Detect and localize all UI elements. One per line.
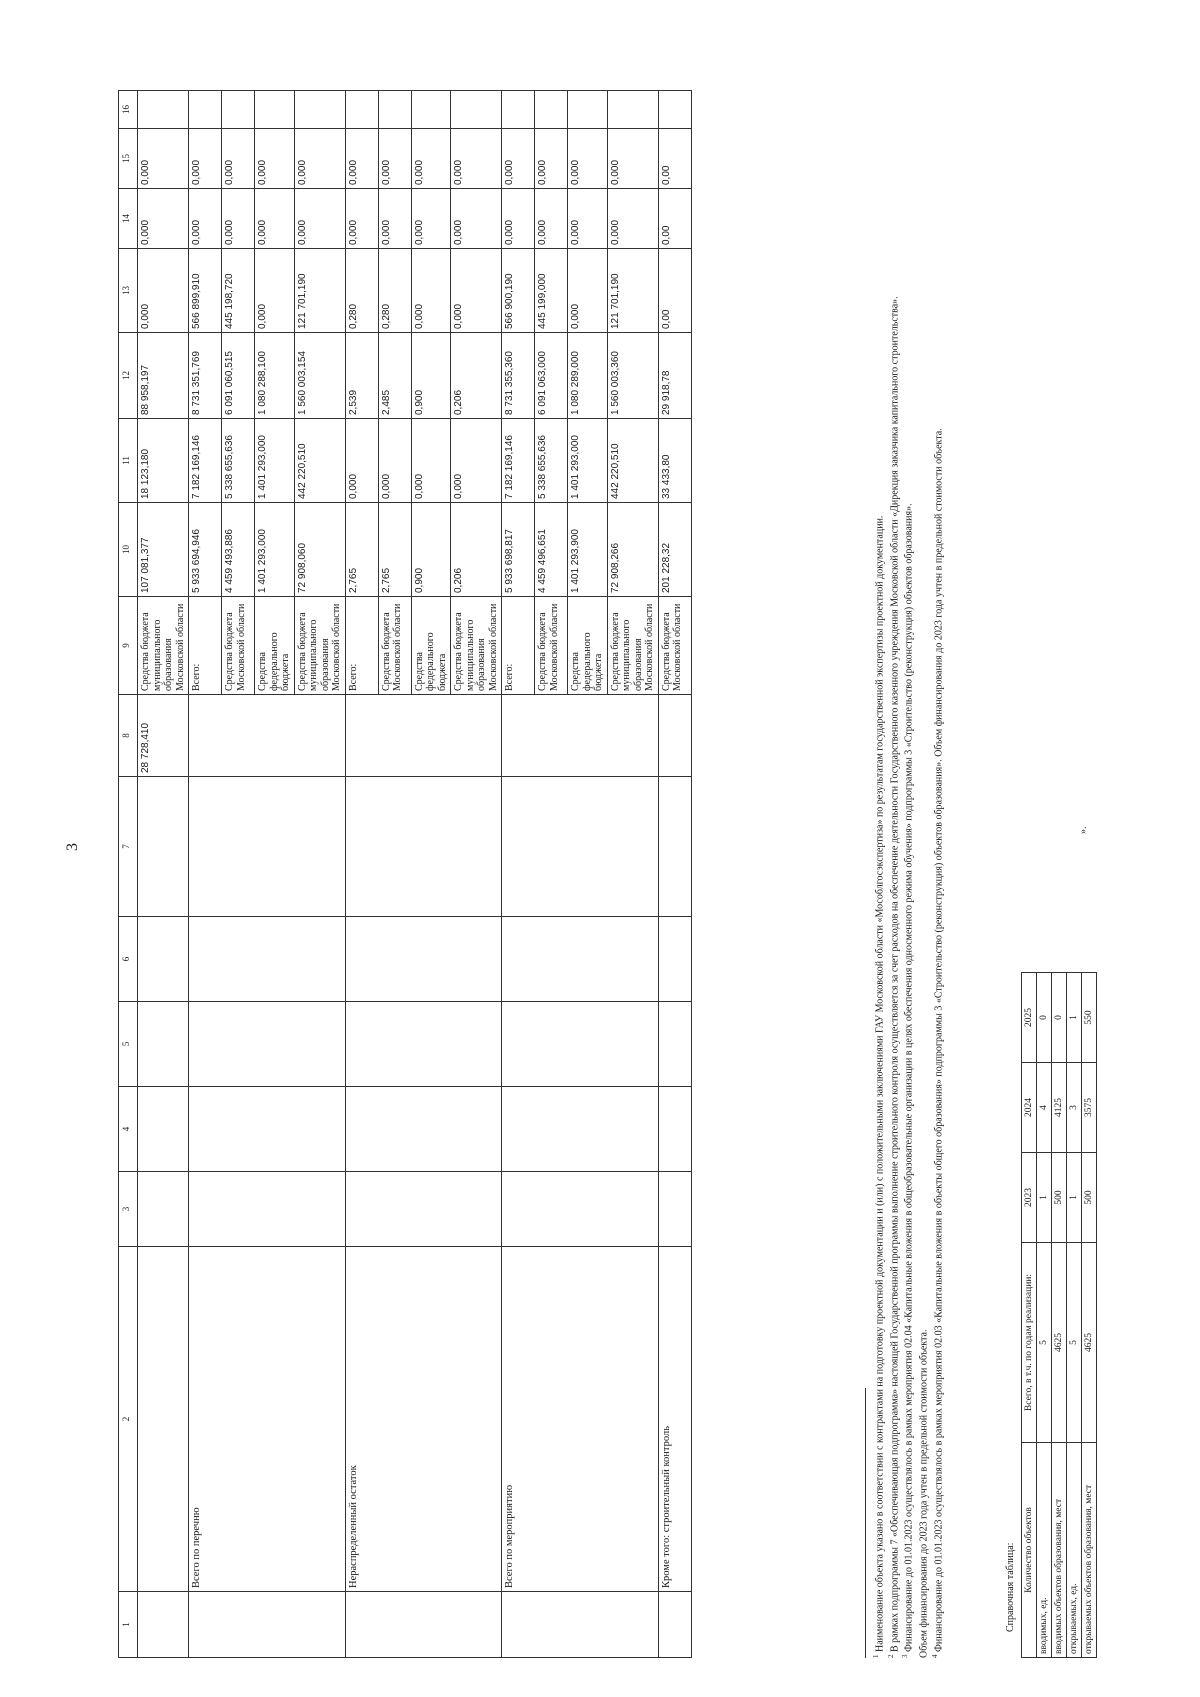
- value-cell: 6 091 060,515: [222, 333, 255, 419]
- section-label-cell: Всего по перечню: [189, 1247, 346, 1592]
- empty-cell: [658, 777, 691, 917]
- empty-cell: [502, 695, 659, 777]
- value-cell: 0,000: [345, 129, 378, 189]
- value-cell: 1 401 293,000: [255, 503, 295, 597]
- value-cell: 201 228,32: [658, 503, 691, 597]
- funding-source-cell: Средства федерального бюджета: [255, 597, 295, 695]
- value-cell: 0,280: [378, 249, 411, 333]
- value-cell: 442 220,510: [294, 419, 345, 503]
- value-cell: 4 459 493,886: [222, 503, 255, 597]
- value-cell: 0,000: [255, 129, 295, 189]
- footnote: [872, 98, 887, 1658]
- value-cell: 18 123,180: [138, 419, 189, 503]
- table-row: [138, 91, 189, 1658]
- funding-source-cell: Всего:: [189, 597, 222, 695]
- empty-cell: [411, 91, 451, 129]
- empty-cell: [535, 91, 568, 129]
- reference-row: [1037, 973, 1052, 1658]
- reference-value-cell: 1: [1037, 1153, 1052, 1243]
- column-number: 13: [119, 249, 138, 333]
- footnote-number: 1: [872, 1654, 880, 1658]
- footnote-text: Объем финансирования до 2023 года учтен в предельной стоимости объекта.: [918, 1329, 930, 1658]
- value-cell: 0,000: [451, 129, 502, 189]
- empty-cell: [138, 917, 189, 1002]
- value-cell: 7 182 169,146: [189, 419, 222, 503]
- empty-cell: [345, 1172, 502, 1247]
- reference-value-cell: 3: [1067, 1063, 1082, 1153]
- footnote-number: 2: [886, 1654, 895, 1658]
- column-number: 5: [119, 1002, 138, 1087]
- value-cell: 0,000: [378, 189, 411, 249]
- value-cell: 33 433,80: [658, 419, 691, 503]
- column-number: 12: [119, 333, 138, 419]
- value-cell: 566 900,190: [502, 249, 535, 333]
- value-cell: 0,000: [502, 189, 535, 249]
- empty-cell: [138, 1172, 189, 1247]
- column-number: 11: [119, 419, 138, 503]
- funding-source-cell: Средства федерального бюджета: [568, 597, 608, 695]
- value-cell: 72 908,060: [294, 503, 345, 597]
- reference-label-cell: открываемых объектов образования, мест: [1082, 1443, 1097, 1658]
- empty-cell: [294, 91, 345, 129]
- value-cell: 5 338 655,636: [222, 419, 255, 503]
- empty-cell: [138, 91, 189, 129]
- empty-cell: [451, 91, 502, 129]
- empty-cell: [345, 695, 502, 777]
- table-row: [658, 91, 691, 1658]
- value-cell: 0,000: [411, 129, 451, 189]
- value-cell: 0,00: [658, 189, 691, 249]
- value-cell: 0,000: [451, 419, 502, 503]
- funding-source-cell: Средства бюджета муниципального образования Московской области: [294, 597, 345, 695]
- empty-cell: [189, 695, 346, 777]
- reference-value-cell: 1: [1067, 973, 1082, 1063]
- footnote-text: Финансирование до 01.01.2023 осуществлялось в рамках мероприятия 02.04 «Капитальные вложения в общеобразовательные организации в целях обеспечения односменного режима обучения» подпрограммы 3 «Строительство (реконструкция) объектов образования».: [903, 503, 915, 1652]
- column-number: 3: [119, 1172, 138, 1247]
- funding-source-cell: Средства бюджета муниципального образования Московской области: [451, 597, 502, 695]
- reference-label-cell: вводимых, ед.: [1037, 1443, 1052, 1658]
- value-cell: 1 401 293,000: [568, 419, 608, 503]
- value-cell: 0,000: [189, 189, 222, 249]
- empty-cell: [502, 1002, 659, 1087]
- empty-cell: [138, 1247, 189, 1592]
- empty-cell: [222, 91, 255, 129]
- value-cell: 0,000: [294, 189, 345, 249]
- reference-header-cell: Всего, в т.ч. по годам реализации:: [1022, 1243, 1037, 1443]
- value-cell: 2,765: [345, 503, 378, 597]
- empty-cell: [138, 1087, 189, 1172]
- page-number: 3: [64, 843, 81, 851]
- footnote: [931, 98, 946, 1658]
- section-label-cell: Всего по мероприятию: [502, 1247, 659, 1592]
- funding-source-cell: Всего:: [345, 597, 378, 695]
- reference-value-cell: 500: [1082, 1153, 1097, 1243]
- column-number: 1: [119, 1592, 138, 1658]
- value-cell: 2,485: [378, 333, 411, 419]
- value-cell: 0,000: [411, 419, 451, 503]
- funding-source-cell: Всего:: [502, 597, 535, 695]
- value-cell: 0,206: [451, 503, 502, 597]
- table-row: [502, 91, 535, 1658]
- value-cell: 1 560 003,360: [607, 333, 658, 419]
- empty-cell: [658, 1592, 691, 1658]
- value-cell: 0,000: [378, 419, 411, 503]
- value-cell: 1 560 003,154: [294, 333, 345, 419]
- value-cell: 5 933 698,817: [502, 503, 535, 597]
- column-number: 14: [119, 189, 138, 249]
- reference-value-cell: 3575: [1082, 1063, 1097, 1153]
- value-cell: 1 080 288,100: [255, 333, 295, 419]
- value-cell: 0,000: [138, 129, 189, 189]
- reference-value-cell: 1: [1067, 1153, 1082, 1243]
- column-number-row: [119, 91, 138, 1658]
- empty-cell: [502, 917, 659, 1002]
- reference-header-cell: 2024: [1022, 1063, 1037, 1153]
- value-cell: 0,000: [378, 129, 411, 189]
- empty-cell: [658, 917, 691, 1002]
- value-cell: 0,000: [294, 129, 345, 189]
- funding-source-cell: Средства федерального бюджета: [411, 597, 451, 695]
- value-cell: 0,000: [451, 189, 502, 249]
- column-number: 6: [119, 917, 138, 1002]
- footnote-text: В рамках подпрограммы 7 «Обеспечивающая подпрограмма» настоящей Государственной программы выполнение строительного контроля осуществляется за счет расходов на обеспечение деятельности Государственного казенного учреждения Московской области «Дирекция заказчика капитального строительства».: [888, 296, 900, 1652]
- value-cell: 4 459 496,651: [535, 503, 568, 597]
- column-number: 8: [119, 695, 138, 777]
- empty-cell: [502, 777, 659, 917]
- empty-cell: [658, 1002, 691, 1087]
- table-row: [189, 91, 222, 1658]
- value-cell: 445 198,720: [222, 249, 255, 333]
- reference-table: [1021, 972, 1097, 1658]
- value-cell: 6 091 063,000: [535, 333, 568, 419]
- value-cell: 0,000: [535, 189, 568, 249]
- reference-value-cell: 550: [1082, 973, 1097, 1063]
- value-cell: 0,000: [138, 249, 189, 333]
- section-label-cell: Кроме того: строительный контроль: [658, 1247, 691, 1592]
- value-cell: 0,000: [255, 249, 295, 333]
- value-cell: 0,000: [568, 249, 608, 333]
- column-number: 7: [119, 777, 138, 917]
- reference-header-cell: Количество объектов: [1022, 1443, 1037, 1658]
- reference-header-cell: 2025: [1022, 973, 1037, 1063]
- value-cell: 5 933 694,946: [189, 503, 222, 597]
- empty-cell: [138, 777, 189, 917]
- empty-cell: [607, 91, 658, 129]
- empty-cell: [658, 91, 691, 129]
- reference-value-cell: 4: [1037, 1063, 1052, 1153]
- footnote-separator: [865, 1388, 866, 1658]
- value-cell: 0,206: [451, 333, 502, 419]
- value-cell: 5 338 655,636: [535, 419, 568, 503]
- funding-source-cell: Средства бюджета Московской области: [535, 597, 568, 695]
- reference-value-cell: 5: [1037, 1243, 1052, 1443]
- value-cell: 0,000: [502, 129, 535, 189]
- empty-cell: [189, 1172, 346, 1247]
- funding-source-cell: Средства бюджета Московской области: [658, 597, 691, 695]
- value-cell: 0,000: [411, 189, 451, 249]
- funding-source-cell: Средства бюджета муниципального образования Московской области: [138, 597, 189, 695]
- value-cell: 0,000: [607, 189, 658, 249]
- reference-label-cell: вводимых объектов образования, мест: [1052, 1443, 1067, 1658]
- empty-cell: [138, 1002, 189, 1087]
- section-label-cell: Нераспределенный остаток: [345, 1247, 502, 1592]
- reference-label-cell: открываемых, ед.: [1067, 1443, 1082, 1658]
- column-number: 2: [119, 1247, 138, 1592]
- value-cell: 121 701,190: [607, 249, 658, 333]
- value-cell: 0,900: [411, 333, 451, 419]
- value-cell: 8 731 351,769: [189, 333, 222, 419]
- value-cell: 0,000: [568, 129, 608, 189]
- empty-cell: [345, 1087, 502, 1172]
- column-number: 9: [119, 597, 138, 695]
- reference-header-row: [1022, 973, 1037, 1658]
- column-number: 4: [119, 1087, 138, 1172]
- value-cell: 0,000: [255, 189, 295, 249]
- reference-value-cell: 4625: [1082, 1243, 1097, 1443]
- empty-cell: [502, 1172, 659, 1247]
- empty-cell: [345, 1592, 502, 1658]
- reference-value-cell: 5: [1067, 1243, 1082, 1443]
- funding-source-cell: Средства бюджета муниципального образования Московской области: [607, 597, 658, 695]
- value-cell: 0,000: [345, 189, 378, 249]
- reference-value-cell: 0: [1052, 973, 1067, 1063]
- column-number: 16: [119, 91, 138, 129]
- footnote-number: 3: [901, 1654, 910, 1658]
- empty-cell: [345, 917, 502, 1002]
- reference-header-cell: 2023: [1022, 1153, 1037, 1243]
- funding-source-cell: Средства бюджета Московской области: [378, 597, 411, 695]
- footnote-text: Наименование объекта указано в соответствии с контрактами на подготовку проектной документации и (или) с положительными заключениями ГАУ Московской области «Мособлгосэкспертиза» по результатам государственной экспертизы проектной документации.: [874, 515, 886, 1652]
- value-cell: 0,280: [345, 249, 378, 333]
- empty-cell: [189, 1087, 346, 1172]
- value-cell: 28 728,410: [138, 695, 189, 777]
- value-cell: 0,000: [535, 129, 568, 189]
- empty-cell: [658, 1087, 691, 1172]
- value-cell: 2,539: [345, 333, 378, 419]
- value-cell: 0,000: [568, 189, 608, 249]
- value-cell: 2,765: [378, 503, 411, 597]
- value-cell: 0,000: [189, 129, 222, 189]
- empty-cell: [568, 91, 608, 129]
- table-row: [345, 91, 378, 1658]
- empty-cell: [658, 1172, 691, 1247]
- rotated-page-content: [18, 72, 1098, 1672]
- value-cell: 0,000: [411, 249, 451, 333]
- value-cell: 0,000: [451, 249, 502, 333]
- funding-source-cell: Средства бюджета Московской области: [222, 597, 255, 695]
- empty-cell: [255, 91, 295, 129]
- value-cell: 72 908,266: [607, 503, 658, 597]
- footnote-text: Финансирование до 01.01.2023 осуществлялось в рамках мероприятия 02.03 «Капитальные вложения в объекты общего образования» подпрограммы 3 «Строительство (реконструкция) объектов образования». Объем финансирования до 2023 года учтен в предельной стоимости объекта.: [932, 428, 944, 1652]
- footnote: [901, 98, 916, 1658]
- value-cell: 0,900: [411, 503, 451, 597]
- empty-cell: [345, 777, 502, 917]
- value-cell: 29 918,78: [658, 333, 691, 419]
- value-cell: 0,00: [658, 129, 691, 189]
- reference-table-title: Справочная таблица:: [1005, 1542, 1016, 1632]
- reference-row: [1067, 973, 1082, 1658]
- value-cell: 445 199,000: [535, 249, 568, 333]
- value-cell: 1 401 293,000: [255, 419, 295, 503]
- value-cell: 107 081,377: [138, 503, 189, 597]
- empty-cell: [189, 777, 346, 917]
- empty-cell: [378, 91, 411, 129]
- reference-row: [1052, 973, 1067, 1658]
- closing-quote: ».: [1078, 826, 1089, 834]
- value-cell: 0,000: [222, 189, 255, 249]
- financing-table: [118, 90, 692, 1658]
- value-cell: 0,000: [138, 189, 189, 249]
- reference-value-cell: 500: [1052, 1153, 1067, 1243]
- empty-cell: [189, 1592, 346, 1658]
- value-cell: 0,000: [607, 129, 658, 189]
- footnote: [887, 98, 902, 1658]
- footnote: [916, 98, 931, 1658]
- empty-cell: [502, 1592, 659, 1658]
- empty-cell: [502, 1087, 659, 1172]
- column-number: 15: [119, 129, 138, 189]
- footnote-number: 4: [930, 1654, 939, 1658]
- value-cell: 1 080 289,000: [568, 333, 608, 419]
- value-cell: 442 220,510: [607, 419, 658, 503]
- empty-cell: [189, 917, 346, 1002]
- empty-cell: [189, 91, 222, 129]
- reference-value-cell: 4125: [1052, 1063, 1067, 1153]
- empty-cell: [189, 1002, 346, 1087]
- value-cell: 566 899,910: [189, 249, 222, 333]
- reference-row: [1082, 973, 1097, 1658]
- value-cell: 0,00: [658, 249, 691, 333]
- empty-cell: [502, 91, 535, 129]
- value-cell: 1 401 293,900: [568, 503, 608, 597]
- value-cell: 0,000: [222, 129, 255, 189]
- column-number: 10: [119, 503, 138, 597]
- reference-value-cell: 4625: [1052, 1243, 1067, 1443]
- value-cell: 0,000: [345, 419, 378, 503]
- empty-cell: [138, 1592, 189, 1658]
- value-cell: 7 182 169,146: [502, 419, 535, 503]
- empty-cell: [345, 1002, 502, 1087]
- footnotes: [865, 98, 945, 1658]
- empty-cell: [658, 695, 691, 777]
- value-cell: 8 731 355,360: [502, 333, 535, 419]
- value-cell: 121 701,190: [294, 249, 345, 333]
- reference-value-cell: 0: [1037, 973, 1052, 1063]
- empty-cell: [345, 91, 378, 129]
- value-cell: 88 958,197: [138, 333, 189, 419]
